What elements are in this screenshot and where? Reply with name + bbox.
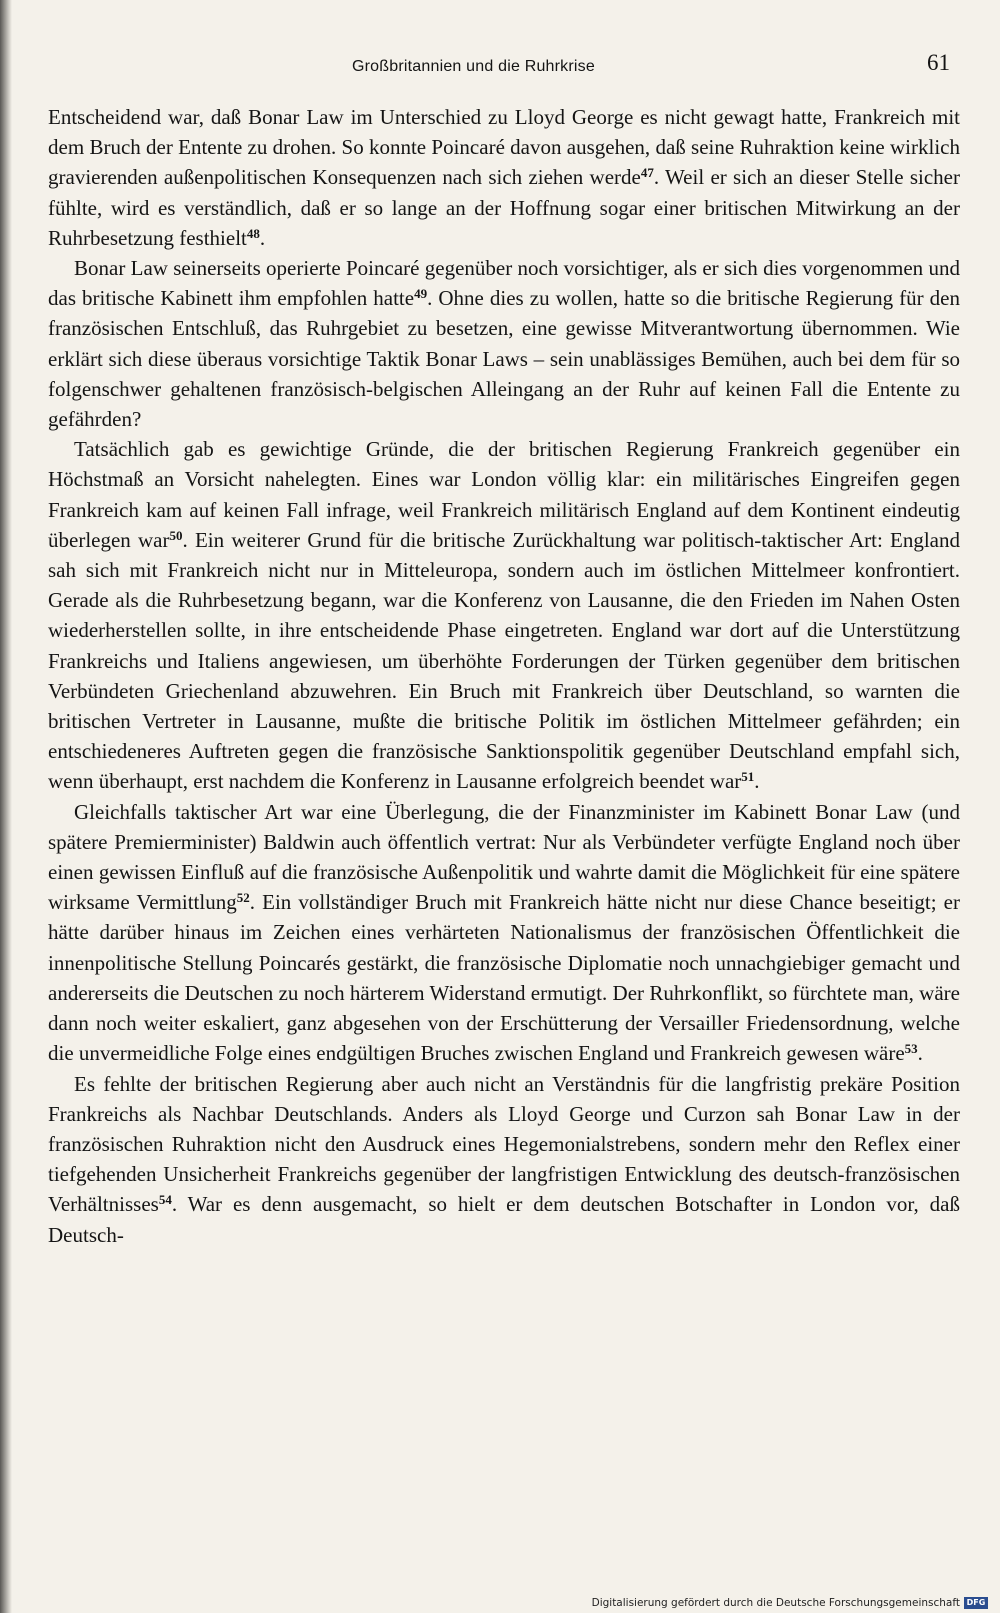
footnote-marker: 49 (414, 286, 428, 302)
page-number: 61 (927, 50, 950, 75)
footnote-marker: 54 (158, 1192, 172, 1208)
text-run: . Ein vollständiger Bruch mit Frankreich hätte nicht nur diese Chance beseitigt; er hätte darüber hinaus im Zeichen eines verhärteten Nationalismus der französischen Öffentlichkeit die innenpolitische Stellung Poincarés gestärkt, die französische Diplomatie noch unnachgiebiger gemacht und andererseits die Deutschen zu noch härterem Widerstand ermutigt. Der Ruhrkonflikt, so fürchtete man, wäre dann noch weiter eskaliert, ganz abgesehen von der Erschütterung der Versailler Friedensordnung, welche die unvermeidliche Folge eines endgültigen Bruches zwischen England und Frankreich gewesen wäre (48, 890, 960, 1066)
text-run: . Ein weiterer Grund für die britische Zurückhaltung war politisch-taktischer Art: England sah sich mit Frankreich nicht nur in Mitteleuropa, sondern auch im östlichen Mittelmeer konfrontiert. Gerade als die Ruhrbesetzung begann, war die Konferenz von Lausanne, die den Frieden im Nahen Osten wiederherstellen sollte, in ihre entscheidende Phase eingetreten. England war dort auf die Unterstützung Frankreichs und Italiens angewiesen, um überhöhte Forderungen der Türken gegenüber dem britischen Verbündeten Griechenland abzuwehren. Ein Bruch mit Frankreich über Deutschland, so warnten die britischen Vertreter in Lausanne, mußte die britische Politik im östlichen Mittelmeer gefährden; ein entschiedeneres Auftreten gegen die französische Sanktionspolitik gegenüber Deutschland empfahl sich, wenn überhaupt, erst nachdem die Konferenz in Lausanne erfolgreich beendet war (48, 527, 960, 794)
paragraph (48, 253, 960, 434)
text-run: . (917, 1041, 923, 1066)
page-edge-shadow (0, 0, 12, 1613)
footnote-marker: 47 (640, 165, 654, 181)
footnote-marker: 50 (169, 527, 183, 543)
text-run: . (754, 769, 760, 794)
dfg-logo: DFG (964, 1597, 988, 1609)
text-run: . War es denn ausgemacht, so hielt er dem deutschen Botschafter in London vor, daß Deutsch- (48, 1192, 960, 1247)
text-run: Entscheidend war, daß Bonar Law im Unterschied zu Lloyd George es nicht gewagt hatte, Frankreich mit dem Bruch der Entente zu drohen. So konnte Poincaré davon ausgehen, daß seine Ruhraktion keine wirklich gravierenden außenpolitischen Konsequenzen nach sich ziehen werde (48, 105, 960, 190)
digitization-credit (592, 1597, 988, 1609)
paragraph (48, 434, 960, 796)
text-run: Tatsächlich gab es gewichtige Gründe, die der britischen Regierung Frankreich gegenüber ein Höchstmaß an Vorsicht nahelegten. Eines war London völlig klar: ein militärisches Eingreifen gegen Frankreich kam auf keinen Fall infrage, weil Frankreich militärisch England auf dem Kontinent eindeutig überlegen war (48, 437, 960, 552)
footnote-marker: 48 (246, 225, 260, 241)
text-run: Bonar Law seinerseits operierte Poincaré gegenüber noch vorsichtiger, als er sich dies vorgenommen und das britische Kabinett ihm empfohlen hatte (48, 256, 960, 311)
text-run: . (259, 225, 266, 250)
running-title: Großbritannien und die Ruhrkrise (352, 58, 595, 75)
body-text (48, 102, 960, 1250)
paragraph (48, 797, 960, 1069)
footnote-marker: 51 (741, 769, 755, 785)
credit-text: Digitalisierung gefördert durch die Deutsche Forschungsgemeinschaft (591, 1597, 960, 1609)
paragraph (48, 1069, 960, 1250)
text-run: . Weil er sich an dieser Stelle sicher fühlte, wird es verständlich, daß er so lange an der Hoffnung sogar einer britischen Mitwirkung an der Ruhrbesetzung festhielt (48, 165, 960, 250)
text-run: Es fehlte der britischen Regierung aber auch nicht an Verständnis für die langfristig prekäre Position Frankreichs als Nachbar Deutschlands. Anders als Lloyd George und Curzon sah Bonar Law in der französischen Ruhraktion nicht den Ausdruck eines Hegemonialstrebens, sondern mehr den Reflex einer tiefgehenden Unsicherheit Frankreichs gegenüber der langfristigen Entwicklung des deutsch-französischen Verhältnisses (48, 1071, 960, 1217)
text-run: . Ohne dies zu wollen, hatte so die britische Regierung für den französischen Entschluß, das Ruhrgebiet zu besetzen, eine gewisse Mitverantwortung übernommen. Wie erklärt sich diese überaus vorsichtige Taktik Bonar Laws – sein unablässiges Bemühen, auch bei dem für so folgenschwer gehaltenen französisch-belgischen Alleingang an der Ruhr auf keinen Fall die Entente zu gefährden? (48, 286, 960, 432)
footnote-marker: 53 (904, 1041, 918, 1057)
paragraph (48, 102, 960, 253)
footnote-marker: 52 (236, 890, 250, 906)
text-run: Gleichfalls taktischer Art war eine Überlegung, die der Finanzminister im Kabinett Bonar Law (und spätere Premierminister) Baldwin auch öffentlich vertrat: Nur als Verbündeter verfügte England noch über einen gewissen Einfluß auf die französische Außenpolitik und wahrte damit die Möglichkeit für eine spätere wirksame Vermittlung (48, 799, 960, 915)
